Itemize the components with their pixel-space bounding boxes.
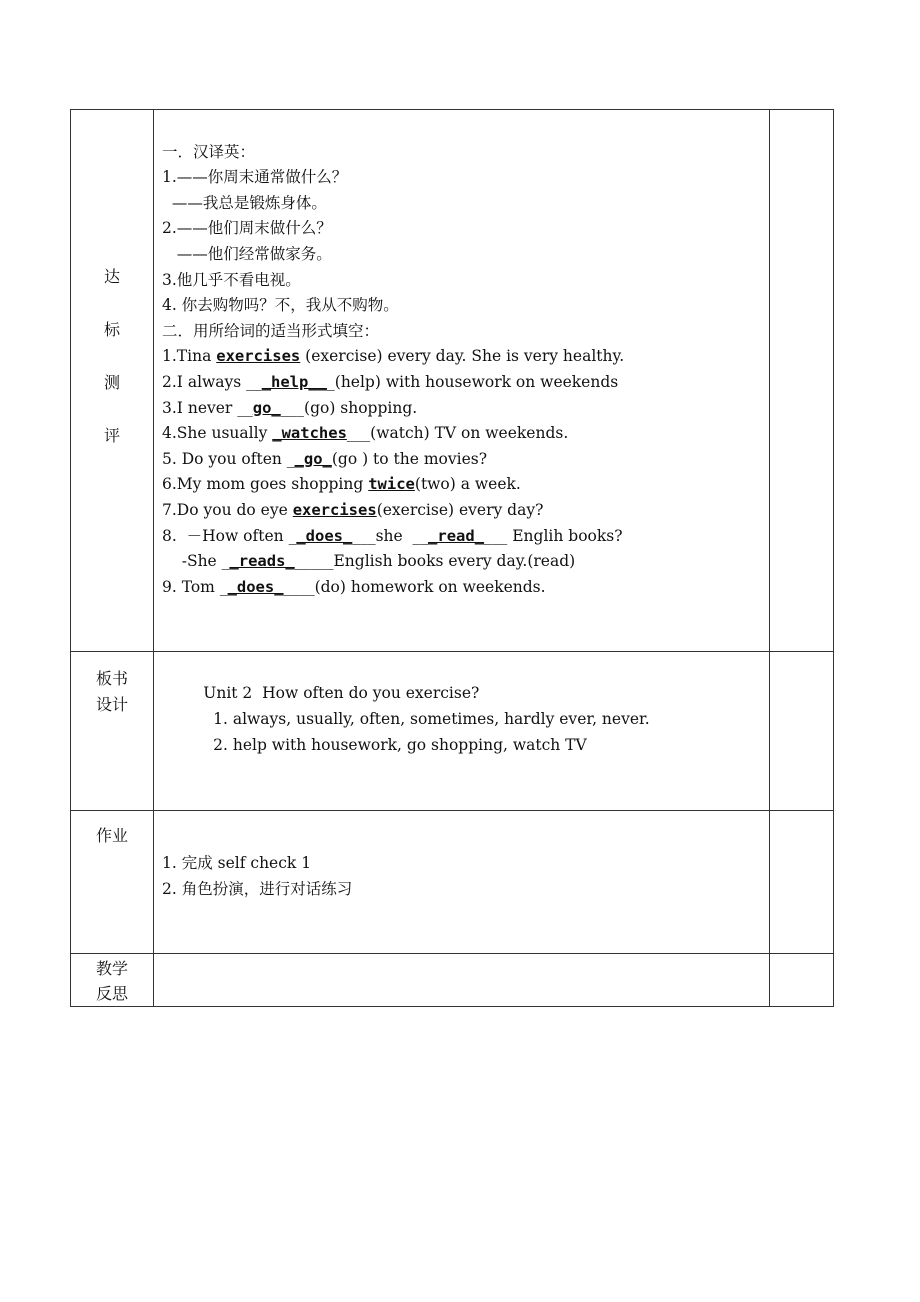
board-item: 1. always, usually, often, sometimes, hardly ever, never.	[154, 710, 650, 729]
evaluation-label-char: 测	[103, 373, 120, 392]
fill-text: (exercise) every day?	[376, 500, 544, 519]
fill-text: (two) a week.	[414, 475, 521, 494]
fill-text: 3.I never __	[162, 398, 253, 417]
fill-text: _(help) with housework on weekends	[327, 372, 619, 391]
fill-line	[162, 498, 769, 524]
fill-text: (exercise) every day. She is very healthy.	[300, 347, 625, 366]
board-design-content	[154, 652, 770, 811]
fill-answer: twice	[368, 475, 415, 494]
evaluation-label-char: 标	[103, 320, 120, 339]
fill-text: (go ) to the movies?	[331, 449, 488, 468]
board-design-label	[71, 652, 154, 811]
fill-answer: _watches	[272, 424, 347, 443]
fill-text: ___ Englih books?	[484, 526, 623, 545]
label-line: 设计	[95, 695, 128, 715]
board-item: 2. help with housework, go shopping, watch TV	[154, 736, 587, 755]
fill-text: 5. Do you often _	[162, 449, 295, 468]
question-line: 4. 你去购物吗？不，我从不购物。	[162, 296, 399, 315]
fill-answer: _reads_	[229, 552, 295, 571]
homework-item: 2. 角色扮演，进行对话练习	[162, 879, 353, 898]
fill-answer: exercises	[292, 500, 377, 519]
question-line: 3.他几乎不看电视。	[162, 270, 301, 289]
homework-notes-cell	[770, 811, 834, 954]
fill-line	[162, 421, 769, 447]
reflection-row	[71, 954, 834, 1007]
evaluation-notes-cell	[770, 110, 834, 652]
fill-line	[162, 549, 769, 575]
fill-line	[162, 344, 769, 370]
fill-text: 2.I always __	[162, 372, 262, 391]
question-line: 2.——他们周末做什么？	[162, 219, 332, 238]
question-line: ——他们经常做家务。	[162, 244, 332, 263]
fill-text: 7.Do you do eye	[162, 500, 293, 519]
fill-text: 1.Tina	[162, 347, 217, 366]
fill-text: 9. Tom _	[162, 577, 228, 596]
evaluation-label-char: 达	[103, 267, 120, 286]
reflection-content	[154, 954, 770, 1007]
homework-item: 1. 完成 self check 1	[162, 854, 312, 873]
lesson-plan-table	[70, 109, 834, 1007]
fill-answer: _go_	[294, 449, 332, 468]
fill-text: ___(watch) TV on weekends.	[346, 424, 569, 443]
fill-line	[162, 524, 769, 550]
label-line: 反思	[95, 984, 128, 1004]
question-line: 1.——你周末通常做什么？	[162, 168, 348, 187]
fill-text: _____English books every day.(read)	[294, 552, 576, 571]
fill-answer: _does_	[296, 526, 353, 545]
fill-line	[162, 447, 769, 473]
question-line: ——我总是锻炼身体。	[162, 193, 327, 212]
fill-line	[162, 472, 769, 498]
evaluation-label-char: 评	[103, 426, 120, 445]
evaluation-label	[71, 110, 154, 652]
homework-label: 作业	[71, 811, 154, 954]
fill-text: ___she __	[352, 526, 429, 545]
homework-content	[154, 811, 770, 954]
fill-text: 6.My mom goes shopping	[162, 475, 369, 494]
fill-text: 4.She usually	[162, 424, 273, 443]
fill-answer: _read_	[428, 526, 485, 545]
section-title: 二．用所给词的适当形式填空：	[162, 321, 380, 340]
reflection-notes-cell	[770, 954, 834, 1007]
fill-answer: exercises	[216, 347, 301, 366]
fill-text: ____(do) homework on weekends.	[283, 577, 546, 596]
fill-answer: _help__	[261, 372, 328, 391]
board-design-row	[71, 652, 834, 811]
evaluation-content	[154, 110, 770, 652]
section-title: 一．汉译英：	[162, 142, 256, 161]
fill-text: -She _	[162, 552, 230, 571]
fill-line	[162, 370, 769, 396]
board-title: Unit 2 How often do you exercise?	[154, 684, 480, 703]
homework-row	[71, 811, 834, 954]
evaluation-row	[71, 110, 834, 652]
reflection-label	[71, 954, 154, 1007]
fill-text: 8. －How often _	[162, 526, 297, 545]
label-line: 板书	[95, 669, 128, 689]
fill-answer: _does_	[227, 577, 284, 596]
fill-line	[162, 396, 769, 422]
label-line: 教学	[95, 959, 128, 979]
board-notes-cell	[770, 652, 834, 811]
fill-line	[162, 575, 769, 601]
fill-answer: go_	[252, 398, 281, 417]
fill-text: ___(go) shopping.	[280, 398, 418, 417]
